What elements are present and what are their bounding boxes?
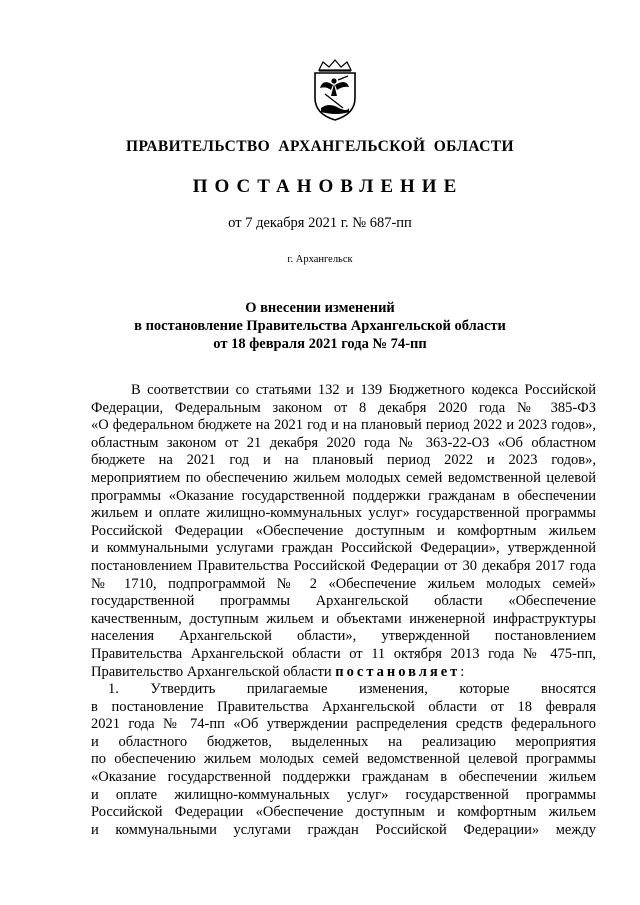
date-and-number: от 7 декабря 2021 г. № 687-пп	[228, 215, 412, 231]
body-line: «Оказание государственной поддержки гражданам в обеспечении жильем	[91, 769, 596, 786]
body-line: и коммунальными услугами граждан Российской Федерации» между	[91, 821, 596, 838]
subject-line: в постановление Правительства Архангельской области	[134, 318, 506, 334]
body-line-resolution	[91, 664, 596, 682]
body-line: по обеспечению жильем молодых семей ведомственной целевой программы	[91, 751, 596, 768]
subject-line: О внесении изменений	[245, 300, 395, 316]
body-line: областным законом от 21 декабря 2020 года № 363-22-ОЗ «Об областном	[91, 434, 596, 451]
document-body	[91, 382, 596, 839]
document-type: ПОСТАНОВЛЕНИЕ	[192, 176, 464, 197]
body-line: В соответствии со статьями 132 и 139 Бюджетного кодекса Российской	[131, 382, 596, 398]
body-line: Правительства Архангельской области от 11 октября 2013 года № 475-пп,	[91, 645, 596, 662]
body-line: мероприятием по обеспечению жильем молодых семей ведомственной целевой	[91, 469, 596, 486]
body-line: программы «Оказание государственной поддержки гражданам в обеспечении	[91, 487, 596, 504]
body-line: и оплате жилищно-коммунальных услуг» государственной программы	[91, 786, 596, 803]
body-line: Российской Федерации «Обеспечение доступным и комфортным жильем	[91, 804, 596, 821]
body-line: 1. Утвердить прилагаемые изменения, которые вносятся	[108, 681, 596, 698]
body-line: и коммунальными услугами граждан Российской Федерации», утвержденной	[91, 540, 596, 557]
body-line: постановлением Правительства Российской Федерации от 30 декабря 2017 года	[91, 557, 596, 574]
body-line: 2021 года № 74-пп «Об утверждении распределения средств федерального	[91, 716, 596, 733]
resolution-suffix: :	[460, 663, 465, 680]
body-line: жильем и оплате жилищно-коммунальных услуг» государственной программы	[91, 505, 596, 522]
resolution-keyword: постановляет	[335, 663, 461, 680]
body-line: населения Архангельской области», утвержденной постановлением	[91, 628, 596, 645]
city-name: г. Архангельск	[287, 254, 353, 265]
body-line: бюджете на 2021 год и на плановый период 2022 и 2023 годов»,	[91, 452, 596, 469]
body-line: государственной программы Архангельской области «Обеспечение	[91, 593, 596, 610]
body-line: и областного бюджетов, выделенных на реализацию мероприятия	[91, 733, 596, 750]
subject-line: от 18 февраля 2021 года № 74-пп	[213, 336, 427, 352]
government-name: ПРАВИТЕЛЬСТВО АРХАНГЕЛЬСКОЙ ОБЛАСТИ	[125, 138, 514, 155]
body-line: Российской Федерации «Обеспечение доступным и комфортным жильем	[91, 522, 596, 539]
body-line: Федерации, Федеральным законом от 8 декабря 2020 года № 385-ФЗ	[91, 399, 596, 416]
body-line: «О федеральном бюджете на 2021 год и на плановый период 2022 и 2023 годов»,	[91, 417, 596, 434]
document-subject	[0, 299, 640, 353]
coat-of-arms-icon	[307, 58, 363, 122]
resolution-prefix: Правительство Архангельской области	[91, 663, 336, 680]
body-line: качественным, доступным жильем и объектами инженерной инфраструктуры	[91, 610, 596, 627]
body-line: № 1710, подпрограммой № 2 «Обеспечение жильем молодых семей»	[91, 575, 596, 592]
body-line: в постановление Правительства Архангельской области от 18 февраля	[91, 698, 596, 715]
